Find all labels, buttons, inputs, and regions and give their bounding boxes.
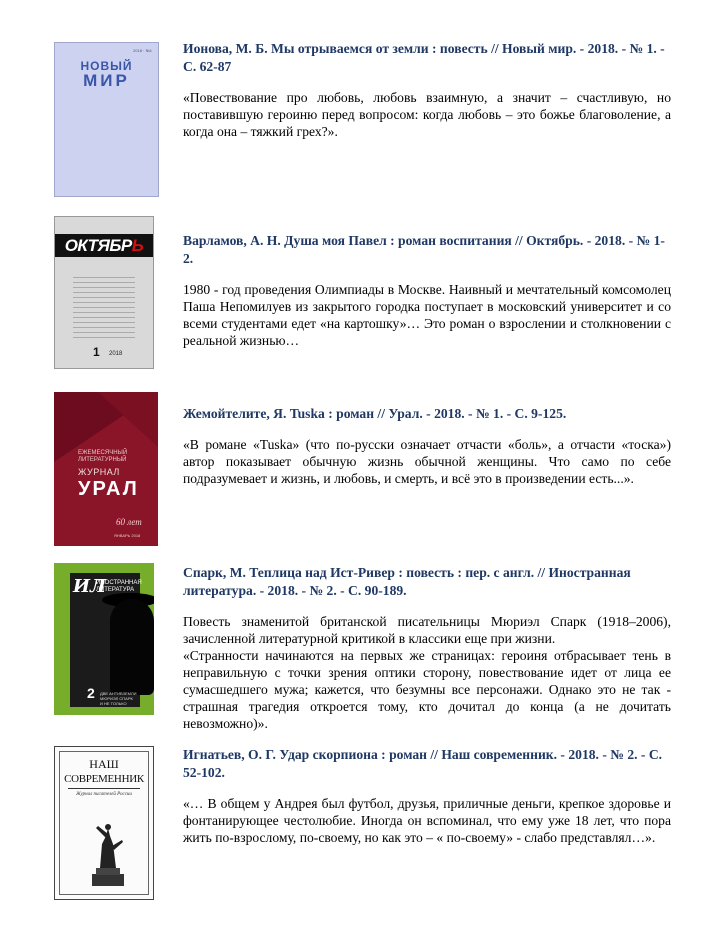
cover-title-line2: МИР	[83, 71, 130, 90]
cover-small-text: 2018 · №1	[133, 48, 152, 53]
entry-text	[183, 746, 671, 846]
cover-word-ural: УРАЛ	[78, 478, 139, 500]
cover-subtitle-line2: ЛИТЕРАТУРНЫЙ	[78, 457, 127, 463]
cover-inostrannaya-literatura	[54, 563, 154, 715]
entry-title: Спарк, М. Теплица над Ист-Ривер : повесть : пер. с англ. // Иностранная литература. - 2018. - № 2. - С. 90-189.	[183, 565, 631, 598]
entry-annotation	[183, 436, 671, 487]
cover-logo-end: Ь	[131, 236, 144, 255]
entry-annotation	[183, 613, 671, 732]
cover-issue-number: 1	[93, 345, 100, 359]
entry-title: Жемойтелите, Я. Tuska : роман // Урал. - 2018. - № 1. - С. 9-125.	[183, 406, 567, 421]
cover-heading	[96, 580, 142, 594]
cover-ural	[54, 392, 158, 546]
entry-text	[183, 564, 671, 732]
cover-footer-line2: МЮРИЭЛ СПАРК	[100, 696, 133, 701]
entry-text	[183, 40, 671, 140]
cover-date: ЯНВАРЬ 2018	[114, 533, 141, 538]
monument-icon	[86, 822, 130, 888]
cover-rule	[68, 788, 140, 789]
cover-title-line2: СОВРЕМЕННИК	[64, 773, 144, 785]
annotation-paragraph: «… В общем у Андрея был футбол, друзья, приличные деньги, крепкое здоровье и фонтанирующее честолюбие. Иногда он вспоминал, что ему уже 18 лет, что пора жить по-взрослому, по-своему, но как это – « по-своему» - слабо представлял…».	[183, 796, 671, 845]
cover-decor	[98, 392, 158, 447]
cover-subtitle	[78, 450, 127, 464]
cover-logo-main: ОКТЯБР	[64, 236, 132, 255]
cover-figure	[110, 599, 154, 695]
cover-frame	[59, 751, 149, 895]
cover-nash-sovremennik	[54, 746, 154, 900]
cover-year: 2018	[109, 351, 123, 357]
cover-subtitle-line1: ЕЖЕМЕСЯЧНЫЙ	[78, 450, 128, 456]
cover-footer-line3: И НЕ ТОЛЬКО	[100, 701, 127, 706]
entry-annotation	[183, 281, 671, 349]
annotation-paragraph: «Странности начинаются на первых же страницах: героиня отбрасывает тень в неправильную с точки зрения оптики сторону, повествование идет от лица ее сумасшедшего мужа; кажется, что безумны все персонажи. Однако это не так - страшная трагедия откроется тому, кто дочитал до конца (а не дочитать невозможно)».	[183, 648, 671, 731]
cover-logo: ИЛ	[73, 576, 106, 597]
cover-title-line1: НОВЫЙ	[80, 59, 133, 73]
annotation-paragraph: «Повествование про любовь, любовь взаимную, а значит – счастливую, но поставившую героиню перед вопросом: когда любовь – это божье благоволение, а когда она – тяжкий грех?».	[183, 90, 671, 139]
cover-title-line1: НАШ	[89, 757, 119, 771]
cover-anniversary: 60 лет	[116, 517, 142, 527]
cover-tagline: Журнал писателей России	[76, 792, 132, 797]
cover-novy-mir	[54, 42, 159, 197]
annotation-paragraph: «В романе «Tuska» (что по-русски означает отчасти «боль», а отчасти «тоска») автор показывает обычную жизнь обычной женщины. Что само по себе подразумевает и жизнь, и любовь, и смерть, и всё это в произведении есть...».	[183, 437, 671, 486]
cover-footer-line1: ДВЕ АНТИВЗЕМЛИ	[100, 691, 137, 696]
entry-annotation	[183, 795, 671, 846]
cover-logo	[55, 234, 153, 257]
entry-text	[183, 405, 671, 487]
cover-heading-line1: ИНОСТРАННАЯ	[96, 580, 142, 586]
entry-title: Варламов, А. Н. Душа моя Павел : роман воспитания // Октябрь. - 2018. - № 1-2.	[183, 233, 665, 266]
cover-issue-number: 2	[87, 685, 95, 701]
entry-text	[183, 232, 671, 349]
cover-heading-line2: ЛИТЕРАТУРА	[96, 587, 135, 593]
cover-word-journal: ЖУРНАЛ	[78, 467, 120, 477]
cover-footer	[100, 691, 136, 706]
cover-panel	[70, 573, 140, 707]
annotation-paragraph: 1980 - год проведения Олимпиады в Москве. Наивный и мечтательный комсомолец Паша Непомилуев из закрытого городка поступает в московский университет и со всеми студентами едет «на картошку»… Это роман о взрослении и столкновении с реальной жизнью…	[183, 282, 671, 348]
cover-contents-lines	[73, 273, 135, 341]
entry-title: Игнатьев, О. Г. Удар скорпиона : роман // Наш современник. - 2018. - № 2. - С. 52-102.	[183, 747, 663, 780]
entry-title: Ионова, М. Б. Мы отрываемся от земли : повесть // Новый мир. - 2018. - № 1. - С. 62-87	[183, 41, 665, 74]
annotation-paragraph: Повесть знаменитой британской писательницы Мюриэл Спарк (1918–2006), зачисленной литературной критикой в классики еще при жизни.	[183, 614, 671, 646]
entry-annotation	[183, 89, 671, 140]
cover-oktyabr	[54, 216, 154, 369]
